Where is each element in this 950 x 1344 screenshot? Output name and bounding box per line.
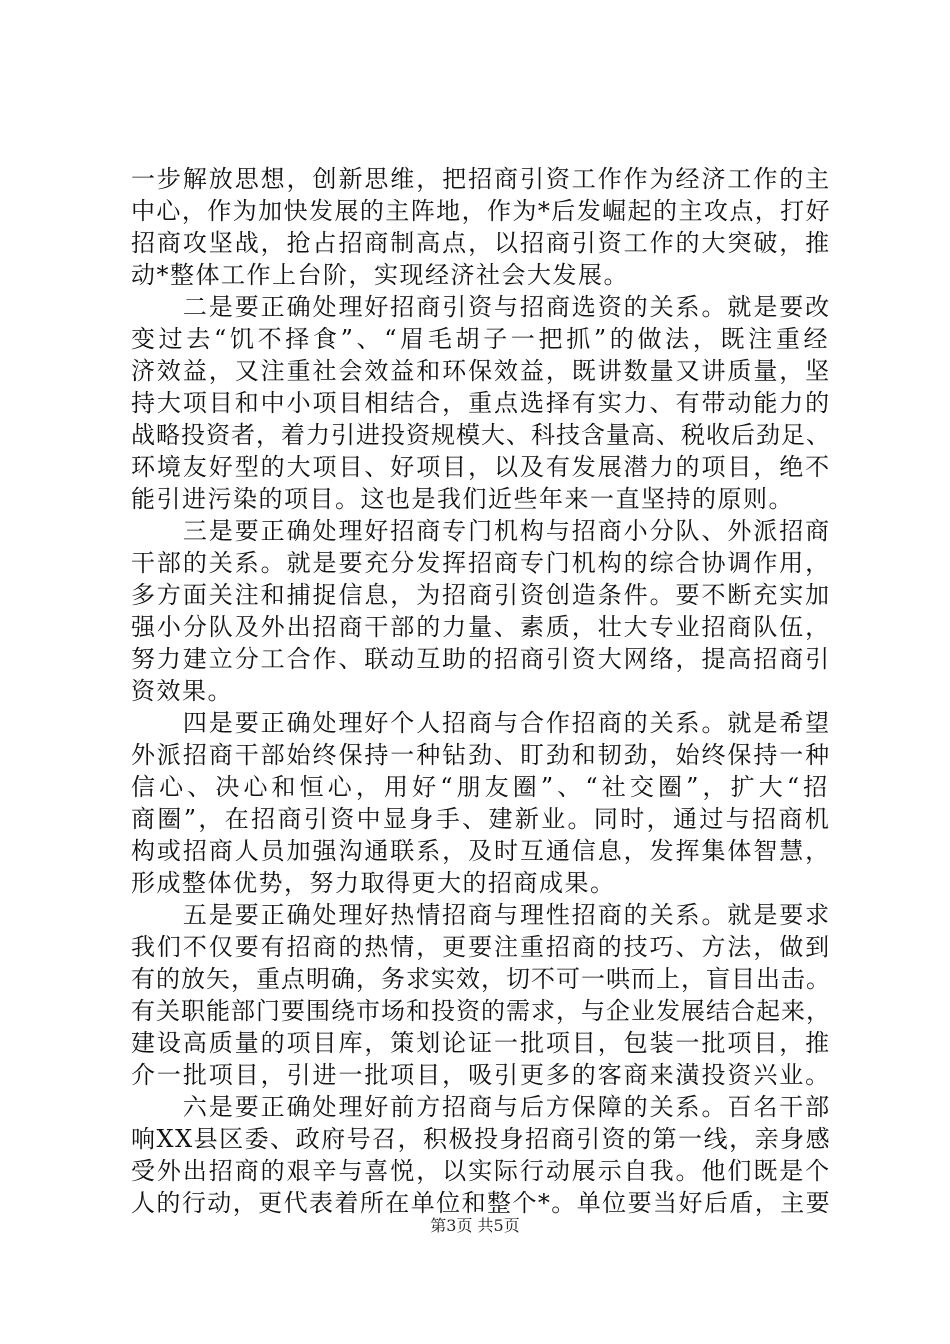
text-line: 强小分队及外出招商干部的力量、素质，壮大专业招商队伍，: [131, 613, 831, 641]
text-line: 六是要正确处理好前方招商与后方保障的关系。百名干部: [131, 1093, 831, 1121]
text-line: 构或招商人员加强沟通联系，及时互通信息，发挥集体智慧，: [131, 837, 831, 865]
text-line: 四是要正确处理好个人招商与合作招商的关系。就是希望: [131, 709, 831, 737]
text-line: 变过去“饥不择食”、“眉毛胡子一把抓”的做法，既注重经: [131, 325, 831, 353]
text-line: 努力建立分工合作、联动互助的招商引资大网络，提高招商引: [131, 645, 831, 673]
text-line: 持大项目和中小项目相结合，重点选择有实力、有带动能力的: [131, 389, 831, 417]
text-line: 二是要正确处理好招商引资与招商选资的关系。就是要改: [131, 293, 831, 321]
text-line: 三是要正确处理好招商专门机构与招商小分队、外派招商: [131, 517, 831, 545]
text-line: 人的行动，更代表着所在单位和整个*。单位要当好后盾，主要: [131, 1189, 831, 1217]
text-line: 一步解放思想，创新思维，把招商引资工作作为经济工作的主: [131, 165, 831, 193]
text-line: 多方面关注和捕捉信息，为招商引资创造条件。要不断充实加: [131, 581, 831, 609]
text-line: 动*整体工作上台阶，实现经济社会大发展。: [131, 261, 629, 289]
text-line: 招商攻坚战，抢占招商制高点，以招商引资工作的大突破，推: [131, 229, 831, 257]
text-line: 济效益，又注重社会效益和环保效益，既讲数量又讲质量，坚: [131, 357, 831, 385]
text-line: 战略投资者，着力引进投资规模大、科技含量高、税收后劲足、: [131, 421, 831, 449]
page-number: 第3页 共5页: [430, 1216, 520, 1235]
text-line: 受外出招商的艰辛与喜悦，以实际行动展示自我。他们既是个: [131, 1157, 831, 1185]
text-line: 有关职能部门要围绕市场和投资的需求，与企业发展结合起来，: [131, 997, 831, 1025]
text-line: 中心，作为加快发展的主阵地，作为*后发崛起的主攻点，打好: [131, 197, 831, 225]
text-line: 外派招商干部始终保持一种钻劲、盯劲和韧劲，始终保持一种: [131, 741, 831, 769]
text-line: 建设高质量的项目库，策划论证一批项目，包装一批项目，推: [131, 1029, 831, 1057]
text-line: 我们不仅要有招商的热情，更要注重招商的技巧、方法，做到: [131, 933, 831, 961]
text-line: 资效果。: [131, 677, 233, 705]
text-line: 五是要正确处理好热情招商与理性招商的关系。就是要求: [131, 901, 831, 929]
text-line: 干部的关系。就是要充分发挥招商专门机构的综合协调作用，: [131, 549, 831, 577]
text-line: 信心、决心和恒心，用好“朋友圈”、“社交圈”，扩大“招: [131, 773, 831, 801]
body-text: [131, 163, 831, 1219]
text-line: 介一批项目，引进一批项目，吸引更多的客商来潢投资兴业。: [131, 1061, 831, 1089]
text-line: 能引进污染的项目。这也是我们近些年来一直坚持的原则。: [131, 485, 794, 513]
text-line: 响XX县区委、政府号召，积极投身招商引资的第一线，亲身感: [131, 1125, 831, 1153]
text-line: 商圈”，在招商引资中显身手、建新业。同时，通过与招商机: [131, 805, 831, 833]
text-line: 环境友好型的大项目、好项目，以及有发展潜力的项目，绝不: [131, 453, 831, 481]
text-line: 形成整体优势，努力取得更大的招商成果。: [131, 869, 616, 897]
text-line: 有的放矢，重点明确，务求实效，切不可一哄而上，盲目出击。: [131, 965, 831, 993]
